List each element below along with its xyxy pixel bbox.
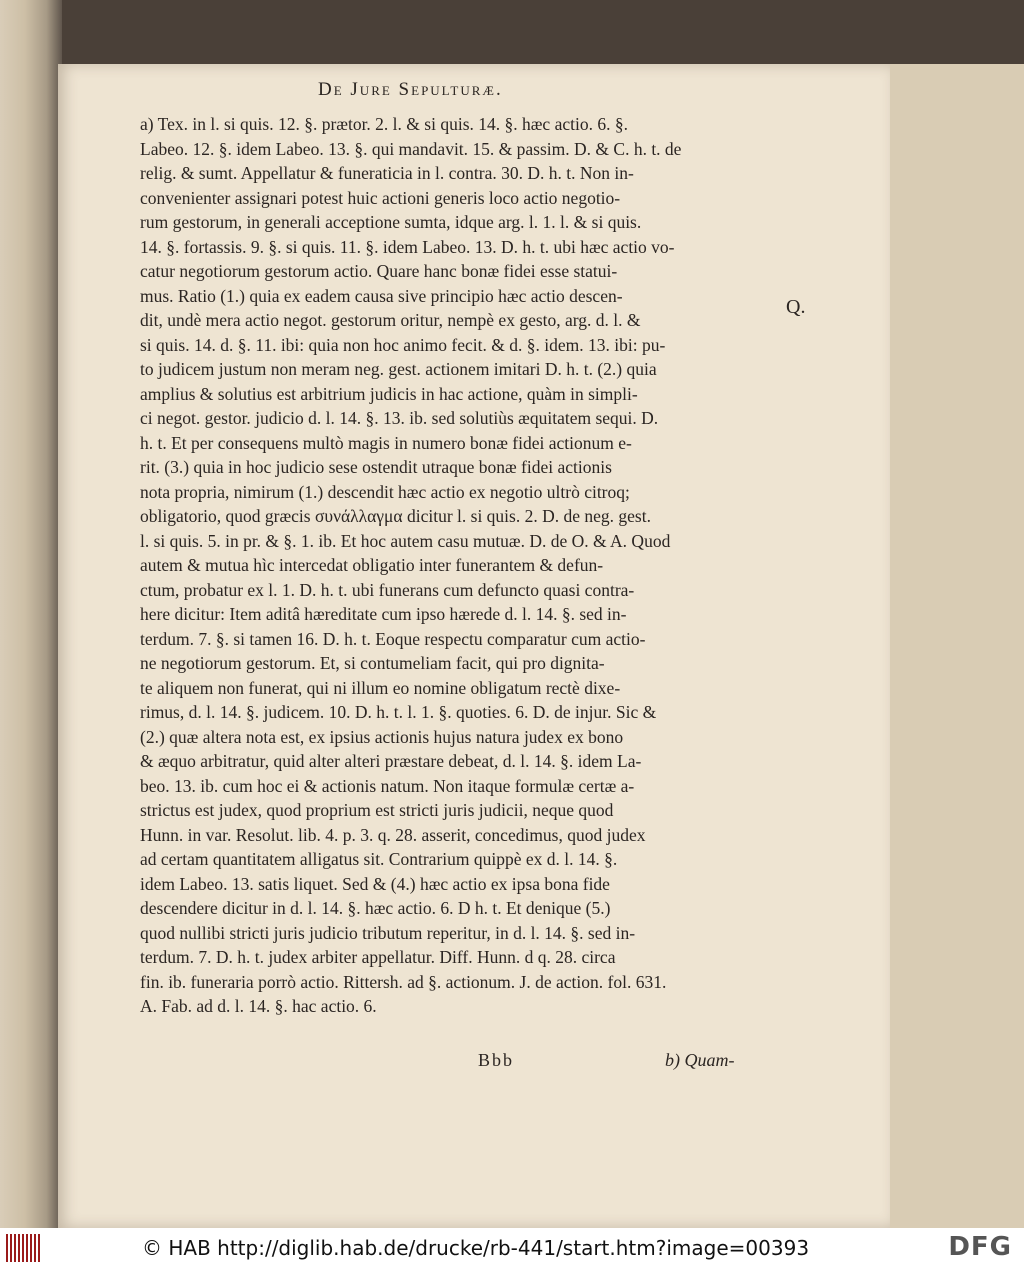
text-line: autem & mutua hìc intercedat obligatio inter funerantem & defun- [140, 555, 604, 575]
text-line: terdum. 7. D. h. t. judex arbiter appellatur. Diff. Hunn. d q. 28. circa [140, 947, 616, 967]
text-line: catur negotiorum gestorum actio. Quare hanc bonæ fidei esse statui- [140, 261, 618, 281]
footer-credit-link[interactable]: © HAB http://diglib.hab.de/drucke/rb-441/start.htm?image=00393 [142, 1236, 810, 1260]
text-line: Hunn. in var. Resolut. lib. 4. p. 3. q. 28. asserit, concedimus, quod judex [140, 824, 646, 845]
dfg-logo: DFG [948, 1232, 1012, 1262]
text-line: strictus est judex, quod proprium est stricti juris judicii, neque quod [140, 800, 614, 820]
text-line: ad certam quantitatem alligatus sit. Contrarium quippè ex d. l. 14. §. [140, 849, 618, 869]
page-right-margin [890, 64, 1024, 1228]
text-line: Labeo. 12. §. idem Labeo. 13. §. qui mandavit. 15. & passim. D. & C. h. t. de [140, 138, 682, 159]
text-line: a) Tex. in l. si quis. 12. §. prætor. 2. l. & si quis. 14. §. hæc actio. 6. §. [140, 114, 628, 134]
facing-page-edge [0, 0, 62, 1228]
text-line: fin. ib. funeraria porrò actio. Rittersh. ad §. actionum. J. de action. fol. 631. [140, 971, 667, 992]
text-line: h. t. Et per consequens multò magis in numero bonæ fidei actionum e- [140, 432, 632, 453]
text-line: ci negot. gestor. judicio d. l. 14. §. 13. ib. sed solutiùs æquitatem sequi. D. [140, 408, 659, 428]
text-line: ne negotiorum gestorum. Et, si contumeliam facit, qui pro dignita- [140, 653, 605, 673]
text-line: si quis. 14. d. §. 11. ibi: quia non hoc animo fecit. & d. §. idem. 13. ibi: pu- [140, 334, 666, 355]
text-line: (2.) quæ altera nota est, ex ipsius actionis hujus natura judex ex bono [140, 726, 624, 747]
text-line: l. si quis. 5. in pr. & §. 1. ib. Et hoc autem casu mutuæ. D. de O. & A. Quod [140, 530, 671, 551]
library-barcode-icon [6, 1234, 42, 1262]
text-line: idem Labeo. 13. satis liquet. Sed & (4.) hæc actio ex ipsa bona fide [140, 873, 610, 894]
text-line: convenienter assignari potest huic actioni generis loco actio negotio- [140, 187, 621, 208]
text-line: 14. §. fortassis. 9. §. si quis. 11. §. idem Labeo. 13. D. h. t. ubi hæc actio vo- [140, 236, 675, 257]
text-line: amplius & solutius est arbitrium judicis in hac actione, quàm in simpli- [140, 383, 638, 404]
signature-mark: Bbb [478, 1050, 515, 1070]
catchword: b) Quam- [665, 1050, 735, 1070]
text-line: te aliquem non funerat, qui ni illum eo nomine obligatum rectè dixe- [140, 677, 621, 698]
footer-bar [0, 1228, 1024, 1268]
text-line: A. Fab. ad d. l. 14. §. hac actio. 6. [140, 996, 377, 1016]
text-line: ctum, probatur ex l. 1. D. h. t. ubi funerans cum defuncto quasi contra- [140, 579, 635, 600]
text-line: descendere dicitur in d. l. 14. §. hæc actio. 6. D h. t. Et denique (5.) [140, 898, 611, 918]
marginal-note: Q. [786, 296, 806, 318]
body-text [140, 112, 772, 1019]
text-line: mus. Ratio (1.) quia ex eadem causa sive principio hæc actio descen- [140, 285, 623, 306]
text-line: obligatorio, quod græcis συνάλλαγμα dicitur l. si quis. 2. D. de neg. gest. [140, 506, 651, 526]
text-line: relig. & sumt. Appellatur & funeraticia in l. contra. 30. D. h. t. Non in- [140, 163, 634, 183]
text-line: terdum. 7. §. si tamen 16. D. h. t. Eoque respectu comparatur cum actio- [140, 628, 646, 649]
text-line: rimus, d. l. 14. §. judicem. 10. D. h. t. l. 1. §. quoties. 6. D. de injur. Sic & [140, 702, 657, 722]
text-line: quod nullibi stricti juris judicio tributum reperitur, in d. l. 14. §. sed in- [140, 922, 636, 943]
text-line: nota propria, nimirum (1.) descendit hæc actio ex negotio ultrò citroq; [140, 481, 630, 502]
text-line: rum gestorum, in generali acceptione sumta, idque arg. l. 1. l. & si quis. [140, 212, 642, 232]
text-line: & æquo arbitratur, quid alter alteri præstare debeat, d. l. 14. §. idem La- [140, 751, 642, 771]
text-line: here dicitur: Item aditâ hæreditate cum ipso hærede d. l. 14. §. sed in- [140, 604, 627, 624]
running-head: De Jure Sepulturæ. [318, 79, 503, 100]
text-line: rit. (3.) quia in hoc judicio sese ostendit utraque bonæ fidei actionis [140, 457, 612, 477]
text-line: dit, undè mera actio negot. gestorum oritur, nempè ex gesto, arg. d. l. & [140, 310, 641, 330]
text-line: to judicem justum non meram neg. gest. actionem imitari D. h. t. (2.) quia [140, 359, 657, 379]
text-line: beo. 13. ib. cum hoc ei & actionis natum. Non itaque formulæ certæ a- [140, 775, 635, 796]
